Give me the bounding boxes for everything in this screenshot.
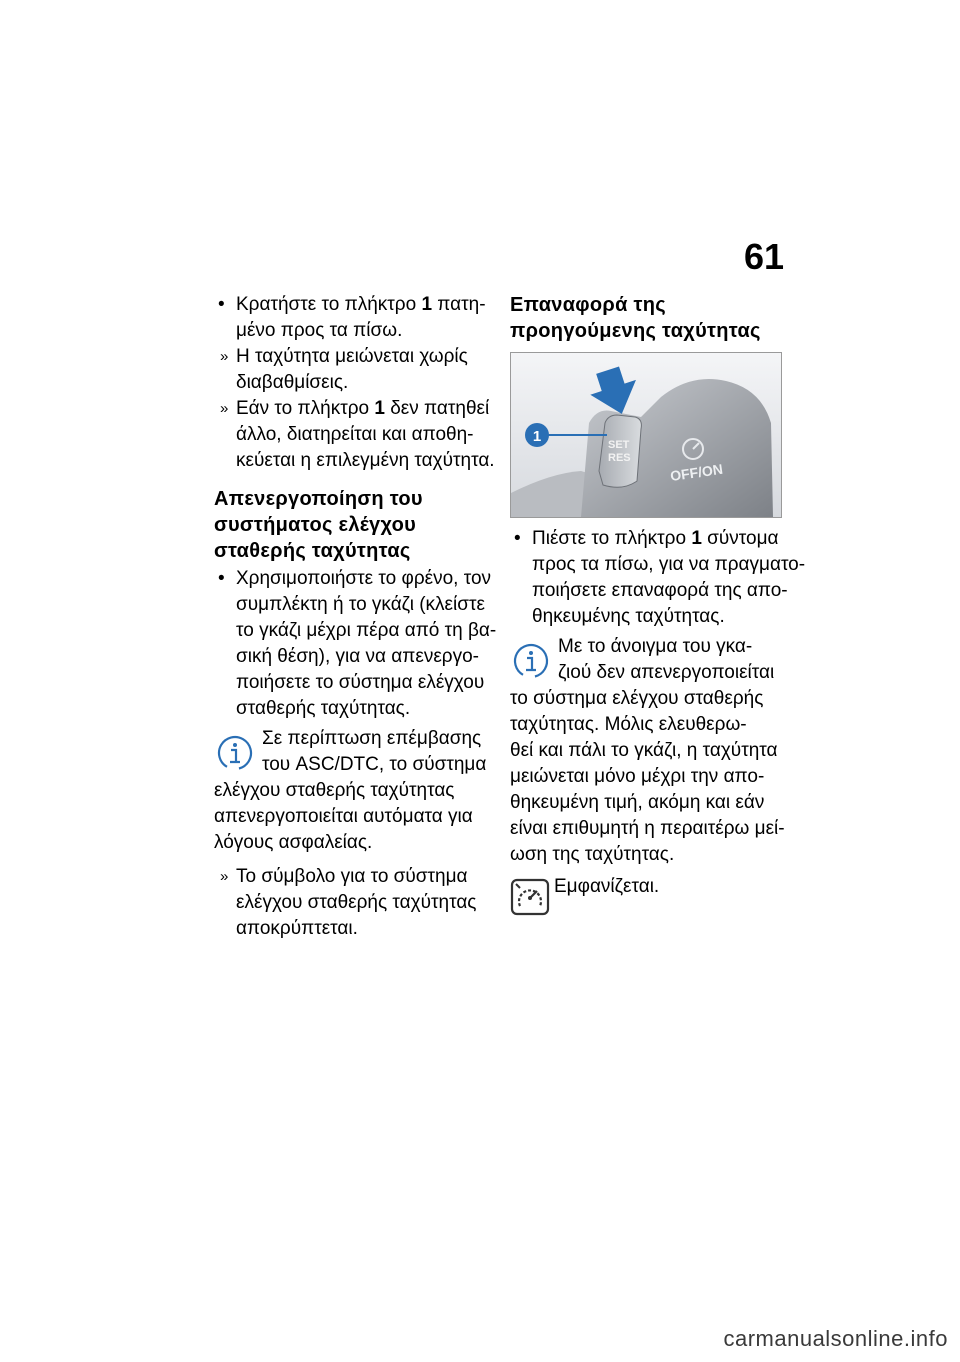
text-line: Το σύμβολο για το σύστημα [236,866,468,887]
section-heading: Απενεργοποίηση του συστήματος ελέγχου σταθερής ταχύτητας [214,488,423,562]
note-line: θεί και πάλι το γκάζι, η ταχύτητα [510,740,778,761]
right-column [510,292,806,922]
info-icon [216,734,254,774]
note-line: Με το άνοιγμα του γκα- [558,636,753,657]
text-line: κεύεται η επιλεγμένη ταχύτητα. [236,450,495,471]
result-marker: » [220,400,229,417]
section-heading: Επαναφορά της προηγούμενης ταχύτητας [510,294,761,342]
info-note [214,726,494,856]
page-number: 61 [744,236,785,277]
watermark: carmanualsonline.info [723,1326,948,1351]
text-line: άλλο, διατηρείται και αποθη- [236,424,474,445]
set-res-button-figure [510,352,782,518]
note-line: Σε περίπτωση επέμβασης [262,728,482,749]
result-item [214,344,494,396]
note-line: το σύστημα ελέγχου σταθερής [510,688,764,709]
res-label: RES [608,452,631,464]
text-line: το γκάζι μέχρι πέρα από τη βα- [236,620,497,641]
info-icon [512,642,550,682]
text-line: προς τα πίσω, για να πραγματο- [532,554,806,575]
note-line: ζιού δεν απενεργοποιείται [558,662,775,683]
button-ref: 1 [421,294,433,315]
result-item [214,396,494,474]
instruction-item [214,292,494,344]
set-label: SET [608,439,630,451]
note-line: λόγους ασφαλείας. [214,832,373,853]
info-note [510,634,785,868]
indicator-row [510,874,782,922]
indicator-text: Εμφανίζεται. [554,876,660,897]
text-line: Πιέστε το πλήκτρο 1 σύντομα [532,528,779,549]
text-line: Εάν το πλήκτρο 1 δεν πατηθεί [236,398,490,419]
text-line: Η ταχύτητα μειώνεται χωρίς [236,346,468,367]
note-line: του ASC/DTC, το σύστημα [262,754,487,775]
text-line: Κρατήστε το πλήκτρο 1 πατη- [236,294,486,315]
note-line: ταχύτητας. Μόλις ελευθερω- [510,714,747,735]
text-line: σική θέση), για να απενεργο- [236,646,479,667]
instruction-item [214,566,497,722]
result-marker: » [220,348,229,365]
text-line: σταθερής ταχύτητας. [236,698,411,719]
note-line: θηκευμένη τιμή, ακόμη και εάν [510,792,765,813]
off-on-label: OFF/ON [669,460,724,484]
note-line: ελέγχου σταθερής ταχύτητας [214,780,455,801]
text-line: ποιήσετε το σύστημα ελέγχου [236,672,485,693]
text-line: διαβαθμίσεις. [236,372,349,393]
text-line: ποιήσετε επαναφορά της απο- [532,580,788,601]
text-line: ελέγχου σταθερής ταχύτητας [236,892,477,913]
bullet-marker: • [514,528,521,549]
note-line: είναι επιθυμητή η περαιτέρω μεί- [510,818,785,839]
result-item [214,864,494,942]
left-column [214,292,497,942]
result-marker: » [220,868,229,885]
button-ref: 1 [691,528,702,549]
note-line: ωση της ταχύτητας. [510,844,675,865]
bullet-marker: • [218,294,225,315]
text-line: συμπλέκτη ή το γκάζι (κλείστε [236,594,485,615]
cruise-control-indicator-icon [510,876,550,918]
text-line: μένο προς τα πίσω. [236,320,403,341]
note-line: μειώνεται μόνο μέχρι την απο- [510,766,765,787]
callout-number: 1 [532,428,542,445]
instruction-item [510,526,806,630]
text-line: θηκευμένης ταχύτητας. [532,606,725,627]
button-ref: 1 [374,398,385,419]
handlebar-switch-illustration [511,353,781,517]
text-line: αποκρύπτεται. [236,918,358,939]
bullet-marker: • [218,568,225,589]
text-line: Χρησιμοποιήστε το φρένο, τον [236,568,492,589]
note-line: απενεργοποιείται αυτόματα για [214,806,473,827]
